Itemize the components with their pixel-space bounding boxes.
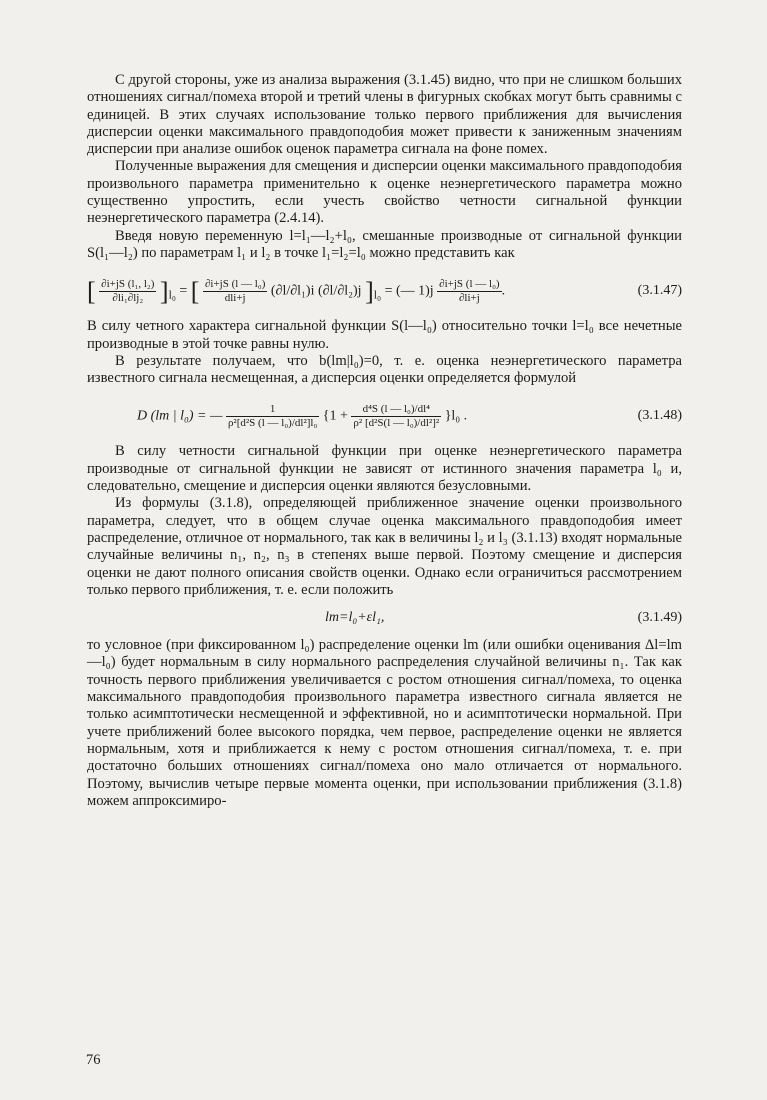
equation-3-1-47 (87, 268, 682, 314)
equation-3-1-48 (87, 393, 682, 439)
paragraph-3: Введя новую переменную l=l₁—l₂+l₀, смешанные производные от сигнальной функции S(l₁—l₂) по параметрам l₁ и l₂ в точке l₁=l₂=l₀ можно представить как (87, 227, 682, 261)
paragraph-4: В силу четного характера сигнальной функции S(l—l₀) относительно точки l=l₀ все нечетные производные в этой точке равны нулю. (87, 318, 682, 352)
eq48-brace-open: {1 + (322, 409, 348, 425)
paragraph-7: Из формулы (3.1.8), определяющей приближенное значение оценки произвольного параметра, следует, что в общем случае оценка максимального правдоподобия имеет распределение, отличное от нормального, так как в величины l₂ и l₃ (3.1.13) входят нормальные случайные величины n₁, n₂, n₃ в степенях выше первой. Поэтому смещение и дисперсия оценки не дают полного описания свойств оценки. Однако если ограничиться рассмотрением только первого приближения, т. е. если положить (87, 495, 682, 598)
eq47-lhs-fraction (99, 278, 156, 305)
page-number: 76 (86, 1052, 101, 1068)
eq48-brace-close: }l₀ . (444, 409, 468, 425)
eq48-fraction-2 (351, 403, 441, 430)
eq48-fraction-1 (226, 403, 319, 430)
eq48-fraction-2-numerator: d⁴S (l — l₀)/dl⁴ (351, 403, 441, 417)
eq47-lhs-denominator: ∂li₁∂lj₂ (112, 292, 144, 305)
eq48-fraction-1-numerator: 1 (226, 403, 319, 417)
equation-3-1-49 (87, 605, 682, 633)
eq47-rhs-numerator: ∂i+jS (l — l₀) (439, 278, 500, 291)
equation-3-1-48-body (137, 403, 467, 430)
eq48-fraction-1-denominator: ρ²[d²S (l — l₀)/dl²]l₀ (227, 417, 318, 430)
paragraph-5: В результате получаем, что b(lm|l₀)=0, т. е. оценка неэнергетического параметра известного сигнала несмещенная, а дисперсия оценки определяется формулой (87, 352, 682, 387)
eq47-lhs-numerator: ∂i+jS (l₁, l₂) (101, 278, 155, 291)
eq47-rhs-denominator: ∂li+j (458, 292, 480, 305)
paragraph-8: то условное (при фиксированном l₀) распределение оценки lm (или ошибки оценивания Δl=lm—l₀) будет нормальным в силу нормального распределения случайной величины n₁. Так как точность первого приближения увеличивается с ростом отношения сигнал/помеха, то оценка максимального правдоподобия произвольного параметра известного сигнала является не только асимптотически несмещенной и эффективной, но и асимптотически нормальной. При учете приближений более высокого порядка, чем первое, распределение оценки не является нормальным, хотя и приближается к нему с ростом отношения сигнал/помеха, т. е. при достаточно больших отношениях сигнал/помеха оно мало отличается от нормального. Поэтому, вычислив четыре первые момента оценки, при использовании приближения (3.1.8) можем аппроксимиро- (87, 637, 682, 809)
equation-3-1-49-body: lm=l₀+εl₁, (325, 610, 385, 626)
page-body (87, 72, 682, 810)
eq47-rhs-fraction (437, 278, 501, 305)
equation-number-3-1-47: (3.1.47) (637, 283, 682, 299)
eq48-lhs: D (lm | l₀) = — (137, 409, 223, 425)
eq48-fraction-2-denominator: ρ² [d²S(l — l₀)/dl²]² (353, 417, 440, 430)
eq47-mid-denominator: dli+j (224, 292, 246, 305)
eq47-mid-fraction (203, 278, 267, 305)
eq47-lhs-subscript: l₀ (168, 288, 176, 302)
paragraph-2: Полученные выражения для смещения и дисперсии оценки максимального правдоподобия произвольного параметра применительно к оценке неэнергетического параметра можно существенно упростить, если учесть свойство четности сигнальной функции неэнергетического параметра (2.4.14). (87, 158, 682, 227)
eq47-rhs: = (— 1)j (384, 283, 434, 299)
equation-number-3-1-48: (3.1.48) (637, 408, 682, 424)
paragraph-6: В силу четности сигнальной функции при оценке неэнергетического параметра производные от сигнальной функции не зависят от истинного значения параметра l₀ и, следовательно, смещение и дисперсия оценки являются безусловными. (87, 443, 682, 495)
equation-number-3-1-49: (3.1.49) (637, 610, 682, 626)
eq47-mid-factors: (∂l/∂l₁)i (∂l/∂l₂)j (270, 283, 362, 299)
paragraph-1: С другой стороны, уже из анализа выражения (3.1.45) видно, что при не слишком больших отношениях сигнал/помеха второй и третий члены в фигурных скобках могут быть сравнимы с единицей. В этих случаях использование только первого приближения для вычисления дисперсии оценки максимального правдоподобия может привести к заниженным значениям дисперсии при анализе ошибок оценок параметра сигнала на фоне помех. (87, 72, 682, 158)
eq47-mid-numerator: ∂i+jS (l — l₀) (204, 278, 266, 291)
equation-3-1-47-body: [ $\frac{\text{∂i+jS (l₁, l₂)}}{\text{∂li₁∂lj₂}}$ ]$_{l_0}$ = [ $\frac{\text{∂i+jS (l — l₀)}}{\text{dli+j}}$ (∂l/∂l₁)i (∂l/∂l₂)j ]$_{l_0}$ = (— 1)j $\frac{\text{∂i+jS (l — l₀)}}{\partial li+j}$ . (87, 277, 506, 307)
